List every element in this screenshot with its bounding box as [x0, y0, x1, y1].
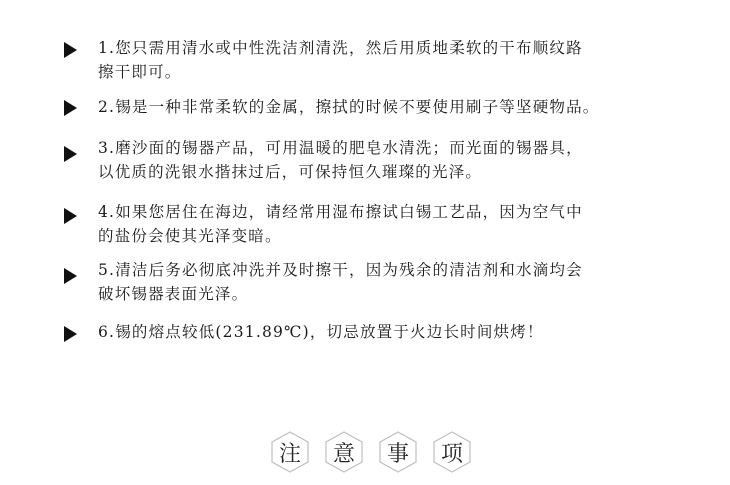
triangle-bullet-icon	[64, 326, 77, 342]
hexagon-title-char	[378, 430, 418, 474]
item-text: 3.磨沙面的锡器产品，可用温暖的肥皂水清洗；而光面的锡器具， 以优质的洗银水揩抹过后，可保持恒久璀璨的光泽。	[98, 139, 583, 181]
triangle-bullet-icon	[64, 100, 77, 116]
title-char: 项	[440, 441, 463, 467]
item-text: 4.如果您居住在海边，请经常用湿布擦试白锡工艺品，因为空气中 的盐份会使其光泽变暗。	[98, 203, 583, 245]
item-text: 5.清洁后务必彻底冲洗并及时擦干，因为残余的清洁剂和水滴均会 破坏锡器表面光泽。	[98, 261, 583, 303]
title-char: 意	[332, 441, 355, 467]
title-char: 事	[386, 441, 409, 467]
hexagon-title-char	[432, 430, 472, 474]
title-char: 注	[278, 441, 301, 467]
triangle-bullet-icon	[64, 42, 77, 58]
item-text: 1.您只需用清水或中性洗洁剂清洗，然后用质地柔软的干布顺纹路 擦干即可。	[98, 39, 583, 81]
item-text: 6.锡的熔点较低(231.89℃)，切忌放置于火边长时间烘烤！	[98, 323, 544, 341]
section-title	[270, 430, 472, 478]
triangle-bullet-icon	[64, 146, 77, 162]
triangle-bullet-icon	[64, 208, 77, 224]
triangle-bullet-icon	[64, 268, 77, 284]
hexagon-title-char	[324, 430, 364, 474]
hexagon-title-char	[270, 430, 310, 474]
item-text: 2.锡是一种非常柔软的金属，擦拭的时候不要使用刷子等坚硬物品。	[98, 98, 600, 116]
